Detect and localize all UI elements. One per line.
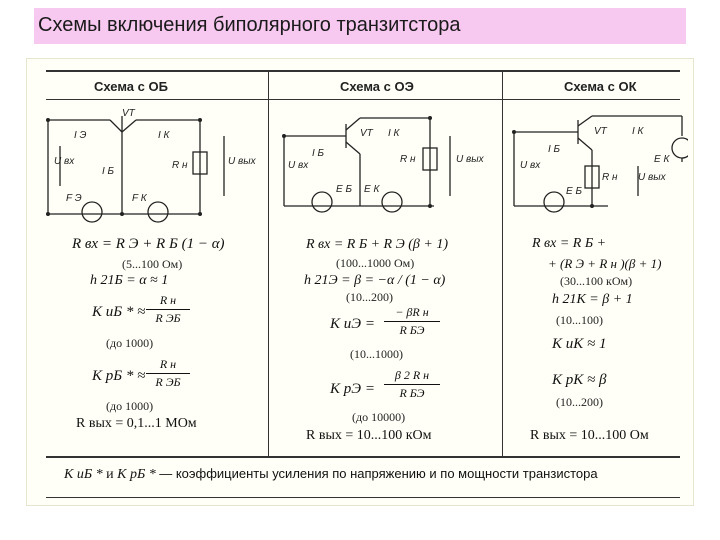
ob-ku-fraction xyxy=(146,293,190,326)
oe-label-vt: VT xyxy=(360,128,373,139)
ok-label-ek: E К xyxy=(654,154,670,165)
ok-kp-note: (10...200) xyxy=(556,395,603,409)
ob-label-ie: I Э xyxy=(74,130,87,141)
ob-label-fe: F Э xyxy=(66,193,82,204)
slide-title: Схемы включения биполярного транзитстора xyxy=(38,14,461,36)
table-bottom-rule xyxy=(46,456,680,458)
ok-h21-note: (10...100) xyxy=(556,313,603,327)
oe-kp-numerator: β 2 R н xyxy=(394,368,430,382)
ob-label-fk: F К xyxy=(132,193,147,204)
ob-kp-lhs: K рБ * ≈ xyxy=(92,368,146,384)
ob-h21-formula: h 21Б = α ≈ 1 xyxy=(90,273,169,288)
ok-label-vt: VT xyxy=(594,126,607,137)
table-top-rule xyxy=(46,70,680,72)
oe-rin-formula: R вх = R Б + R Э (β + 1) xyxy=(306,237,449,252)
footer-symbol-ku: K uБ * xyxy=(64,467,103,482)
ok-rout-formula: R вых = 10...100 Ом xyxy=(530,428,649,443)
ob-label-vt: VT xyxy=(122,108,135,119)
oe-label-uin: U вх xyxy=(288,160,309,171)
ok-rin-line1: R вх = R Б + xyxy=(532,236,607,251)
title-bar xyxy=(34,8,686,44)
footer-rule xyxy=(46,497,680,498)
oe-kp-note: (до 10000) xyxy=(352,410,406,424)
circuit-ok-diagram xyxy=(508,106,688,226)
ok-label-ib: I Б xyxy=(548,144,561,155)
oe-h21-note: (10...200) xyxy=(346,290,393,304)
circuit-oe-diagram xyxy=(274,106,502,226)
oe-kp-fraction xyxy=(384,368,440,401)
ok-label-uout: U вых xyxy=(638,172,666,183)
circuit-ob-diagram xyxy=(40,106,260,226)
ob-label-rn: R н xyxy=(172,160,188,171)
ob-ku-note: (до 1000) xyxy=(106,336,154,350)
ok-kp-formula: K рК ≈ β xyxy=(552,372,607,388)
col-divider-1 xyxy=(268,70,269,457)
oe-label-ib: I Б xyxy=(312,148,325,159)
ok-h21-formula: h 21К = β + 1 xyxy=(552,292,633,307)
ok-label-ik: I К xyxy=(632,126,644,137)
ob-label-ib: I Б xyxy=(102,166,115,177)
oe-ku-note: (10...1000) xyxy=(350,347,403,361)
oe-ku-lhs: K uЭ = xyxy=(330,316,375,332)
footer-symbol-kp: K рБ * xyxy=(117,467,156,482)
oe-rin-note: (100...1000 Ом) xyxy=(336,256,415,270)
oe-ku-numerator: − βR н xyxy=(395,305,429,319)
ok-label-rn: R н xyxy=(602,172,618,183)
col-divider-2 xyxy=(502,70,503,457)
ob-kp-numerator: R н xyxy=(159,357,177,371)
oe-label-rn: R н xyxy=(400,154,416,165)
oe-rout-formula: R вых = 10...100 кОм xyxy=(306,428,432,443)
ob-kp-fraction xyxy=(146,357,190,390)
footer-conjunction: и xyxy=(106,467,114,482)
ob-ku-denominator: R ЭБ xyxy=(155,311,181,325)
ob-label-ik: I К xyxy=(158,130,170,141)
ob-ku-lhs: K uБ * ≈ xyxy=(92,304,146,320)
footer-legend xyxy=(64,466,598,483)
ob-kp-fraction-bar xyxy=(146,373,190,374)
oe-label-ik: I К xyxy=(388,128,400,139)
ob-rin-formula: R вх = R Э + R Б (1 − α) xyxy=(72,236,225,252)
oe-kp-fraction-bar xyxy=(384,384,440,385)
header-ob: Схема с ОБ xyxy=(94,79,168,94)
ob-label-uout: U вых xyxy=(228,156,256,167)
ok-ku-formula: K uК ≈ 1 xyxy=(552,336,607,352)
header-ok: Схема с ОК xyxy=(564,79,637,94)
ok-label-uin: U вх xyxy=(520,160,541,171)
oe-ku-fraction-bar xyxy=(384,321,440,322)
ob-kp-denominator: R ЭБ xyxy=(155,375,181,389)
ob-rin-note: (5...100 Ом) xyxy=(122,257,183,271)
oe-ku-fraction xyxy=(384,305,440,338)
ok-rin-note: (30...100 кОм) xyxy=(560,274,633,288)
footer-description: — коэффициенты усиления по напряжению и по мощности транзистора xyxy=(159,466,598,481)
oe-label-uout: U вых xyxy=(456,154,484,165)
ok-rin-line2: + (R Э + R н )(β + 1) xyxy=(548,256,662,271)
ob-label-uin: U вх xyxy=(54,156,75,167)
ob-kp-symbol: K рБ * xyxy=(92,368,134,384)
ob-ku-numerator: R н xyxy=(159,293,177,307)
ob-ku-fraction-bar xyxy=(146,309,190,310)
header-oe: Схема с ОЭ xyxy=(340,79,414,94)
header-rule xyxy=(46,99,680,100)
ok-label-eb: E Б xyxy=(566,186,582,197)
ob-kp-note: (до 1000) xyxy=(106,399,154,413)
oe-kp-lhs: K рЭ = xyxy=(330,381,375,397)
oe-kp-denominator: R БЭ xyxy=(399,386,425,400)
oe-label-eb: E Б xyxy=(336,184,352,195)
ob-ku-symbol: K uБ * xyxy=(92,304,134,320)
oe-label-ek: E К xyxy=(364,184,380,195)
oe-ku-denominator: R БЭ xyxy=(399,323,425,337)
ob-rout-formula: R вых = 0,1...1 МОм xyxy=(76,416,197,431)
oe-h21-formula: h 21Э = β = −α / (1 − α) xyxy=(304,273,446,288)
